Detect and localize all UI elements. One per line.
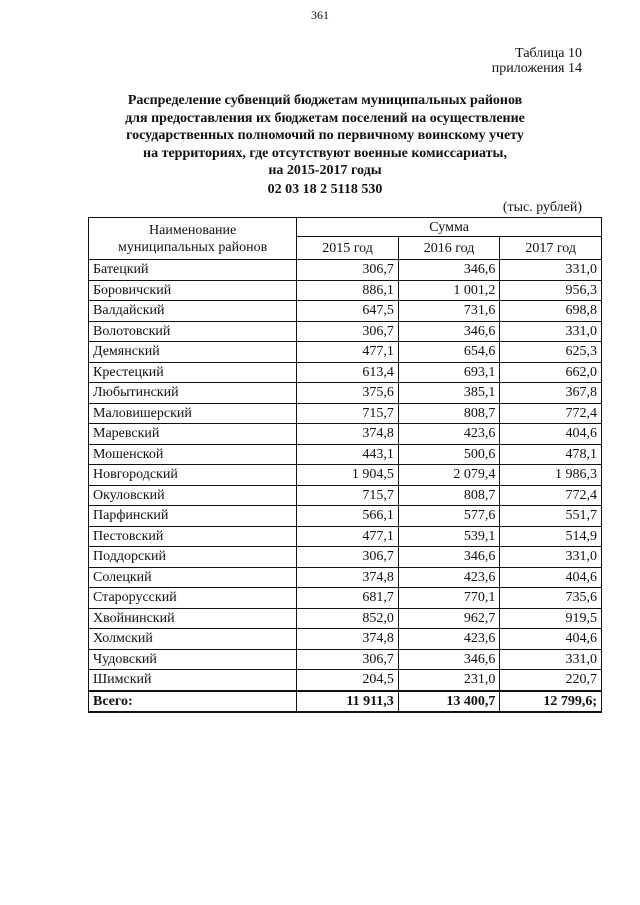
district-name: Новгородский	[89, 465, 297, 486]
value-2017: 956,3	[500, 280, 602, 301]
table-row	[89, 547, 602, 568]
value-2017: 514,9	[500, 526, 602, 547]
district-name: Маревский	[89, 424, 297, 445]
district-name: Маловишерский	[89, 403, 297, 424]
table-row	[89, 506, 602, 527]
district-name: Волотовский	[89, 321, 297, 342]
budget-code: 02 03 18 2 5118 530	[267, 182, 383, 197]
table-row	[89, 588, 602, 609]
value-2017: 367,8	[500, 383, 602, 404]
value-2015: 852,0	[297, 608, 399, 629]
year-header-2017: 2017 год	[500, 237, 602, 260]
table-body	[89, 260, 602, 713]
name-header-line1: Наименование	[149, 222, 237, 238]
district-name: Крестецкий	[89, 362, 297, 383]
value-2016: 770,1	[398, 588, 500, 609]
value-2015: 306,7	[297, 260, 399, 281]
value-2016: 346,6	[398, 547, 500, 568]
district-name: Шимский	[89, 670, 297, 691]
district-name: Холмский	[89, 629, 297, 650]
district-name: Боровичский	[89, 280, 297, 301]
subvention-table	[88, 217, 602, 713]
value-2016: 1 001,2	[398, 280, 500, 301]
table-row	[89, 526, 602, 547]
value-2017: 735,6	[500, 588, 602, 609]
value-2016: 346,6	[398, 260, 500, 281]
value-2015: 204,5	[297, 670, 399, 691]
table-row	[89, 444, 602, 465]
value-2015: 715,7	[297, 403, 399, 424]
value-2015: 477,1	[297, 342, 399, 363]
year-header-2015: 2015 год	[297, 237, 399, 260]
value-2015: 647,5	[297, 301, 399, 322]
value-2017: 220,7	[500, 670, 602, 691]
value-2015: 374,8	[297, 424, 399, 445]
value-2016: 693,1	[398, 362, 500, 383]
value-2016: 423,6	[398, 629, 500, 650]
value-2016: 808,7	[398, 485, 500, 506]
table-row	[89, 649, 602, 670]
value-2016: 500,6	[398, 444, 500, 465]
table-row	[89, 362, 602, 383]
district-name: Старорусский	[89, 588, 297, 609]
value-2017: 625,3	[500, 342, 602, 363]
district-name: Пестовский	[89, 526, 297, 547]
table-row	[89, 485, 602, 506]
year-header-2016: 2016 год	[398, 237, 500, 260]
value-2017: 331,0	[500, 260, 602, 281]
value-2016: 423,6	[398, 424, 500, 445]
value-2015: 566,1	[297, 506, 399, 527]
value-2017: 404,6	[500, 629, 602, 650]
value-2017: 662,0	[500, 362, 602, 383]
value-2017: 331,0	[500, 547, 602, 568]
value-2017: 772,4	[500, 485, 602, 506]
table-reference-line2: приложения 14	[491, 61, 582, 76]
table-row	[89, 424, 602, 445]
value-2015: 375,6	[297, 383, 399, 404]
district-name: Валдайский	[89, 301, 297, 322]
value-2016: 808,7	[398, 403, 500, 424]
table-row	[89, 280, 602, 301]
value-2015: 306,7	[297, 547, 399, 568]
value-2016: 423,6	[398, 567, 500, 588]
table-reference	[492, 46, 582, 76]
value-2017: 919,5	[500, 608, 602, 629]
value-2016: 346,6	[398, 321, 500, 342]
value-2015: 374,8	[297, 629, 399, 650]
title-line: Распределение субвенций бюджетам муниципальных районов	[127, 93, 523, 108]
table-row	[89, 321, 602, 342]
title-line: для предоставления их бюджетам поселений на осуществление	[125, 110, 525, 126]
table-row	[89, 567, 602, 588]
value-2017: 404,6	[500, 424, 602, 445]
total-2016: 13 400,7	[398, 691, 500, 713]
district-name: Мошенской	[89, 444, 297, 465]
value-2015: 443,1	[297, 444, 399, 465]
district-name: Любытинский	[89, 383, 297, 404]
table-row	[89, 608, 602, 629]
table-row	[89, 342, 602, 363]
district-name: Чудовский	[89, 649, 297, 670]
district-name: Окуловский	[89, 485, 297, 506]
table-row	[89, 260, 602, 281]
title-line: на 2015-2017 годы	[268, 163, 382, 178]
value-2015: 681,7	[297, 588, 399, 609]
title-line: государственных полномочий по первичному воинскому учету	[126, 128, 524, 143]
page-number: 361	[311, 8, 329, 22]
value-2017: 772,4	[500, 403, 602, 424]
value-2017: 404,6	[500, 567, 602, 588]
value-2015: 306,7	[297, 649, 399, 670]
units-label: (тыс. рублей)	[502, 200, 582, 215]
value-2016: 346,6	[398, 649, 500, 670]
value-2017: 551,7	[500, 506, 602, 527]
table-row	[89, 383, 602, 404]
value-2016: 2 079,4	[398, 465, 500, 486]
value-2015: 886,1	[297, 280, 399, 301]
value-2016: 577,6	[398, 506, 500, 527]
table-row	[89, 465, 602, 486]
total-2015: 11 911,3	[297, 691, 399, 713]
value-2015: 374,8	[297, 567, 399, 588]
total-row	[89, 691, 602, 713]
table-row	[89, 301, 602, 322]
district-name: Парфинский	[89, 506, 297, 527]
table-row	[89, 629, 602, 650]
value-2016: 539,1	[398, 526, 500, 547]
value-2015: 715,7	[297, 485, 399, 506]
value-2016: 962,7	[398, 608, 500, 629]
value-2015: 613,4	[297, 362, 399, 383]
district-name: Хвойнинский	[89, 608, 297, 629]
value-2015: 1 904,5	[297, 465, 399, 486]
name-column-header	[89, 218, 297, 260]
value-2015: 306,7	[297, 321, 399, 342]
value-2017: 698,8	[500, 301, 602, 322]
total-label: Всего:	[89, 691, 297, 713]
value-2017: 1 986,3	[500, 465, 602, 486]
value-2017: 478,1	[500, 444, 602, 465]
district-name: Демянский	[89, 342, 297, 363]
value-2016: 654,6	[398, 342, 500, 363]
value-2016: 731,6	[398, 301, 500, 322]
name-header-line2: муниципальных районов	[118, 239, 268, 255]
sum-column-header: Сумма	[297, 218, 602, 237]
total-2017: 12 799,6;	[500, 691, 602, 713]
title-line: на территориях, где отсутствуют военные комиссариаты,	[143, 145, 507, 161]
value-2016: 231,0	[398, 670, 500, 691]
district-name: Батецкий	[89, 260, 297, 281]
value-2015: 477,1	[297, 526, 399, 547]
district-name: Поддорский	[89, 547, 297, 568]
value-2016: 385,1	[398, 383, 500, 404]
table-row	[89, 403, 602, 424]
district-name: Солецкий	[89, 567, 297, 588]
value-2017: 331,0	[500, 649, 602, 670]
value-2017: 331,0	[500, 321, 602, 342]
table-reference-line1: Таблица 10	[515, 46, 582, 61]
document-title	[110, 92, 540, 180]
table-row	[89, 670, 602, 691]
